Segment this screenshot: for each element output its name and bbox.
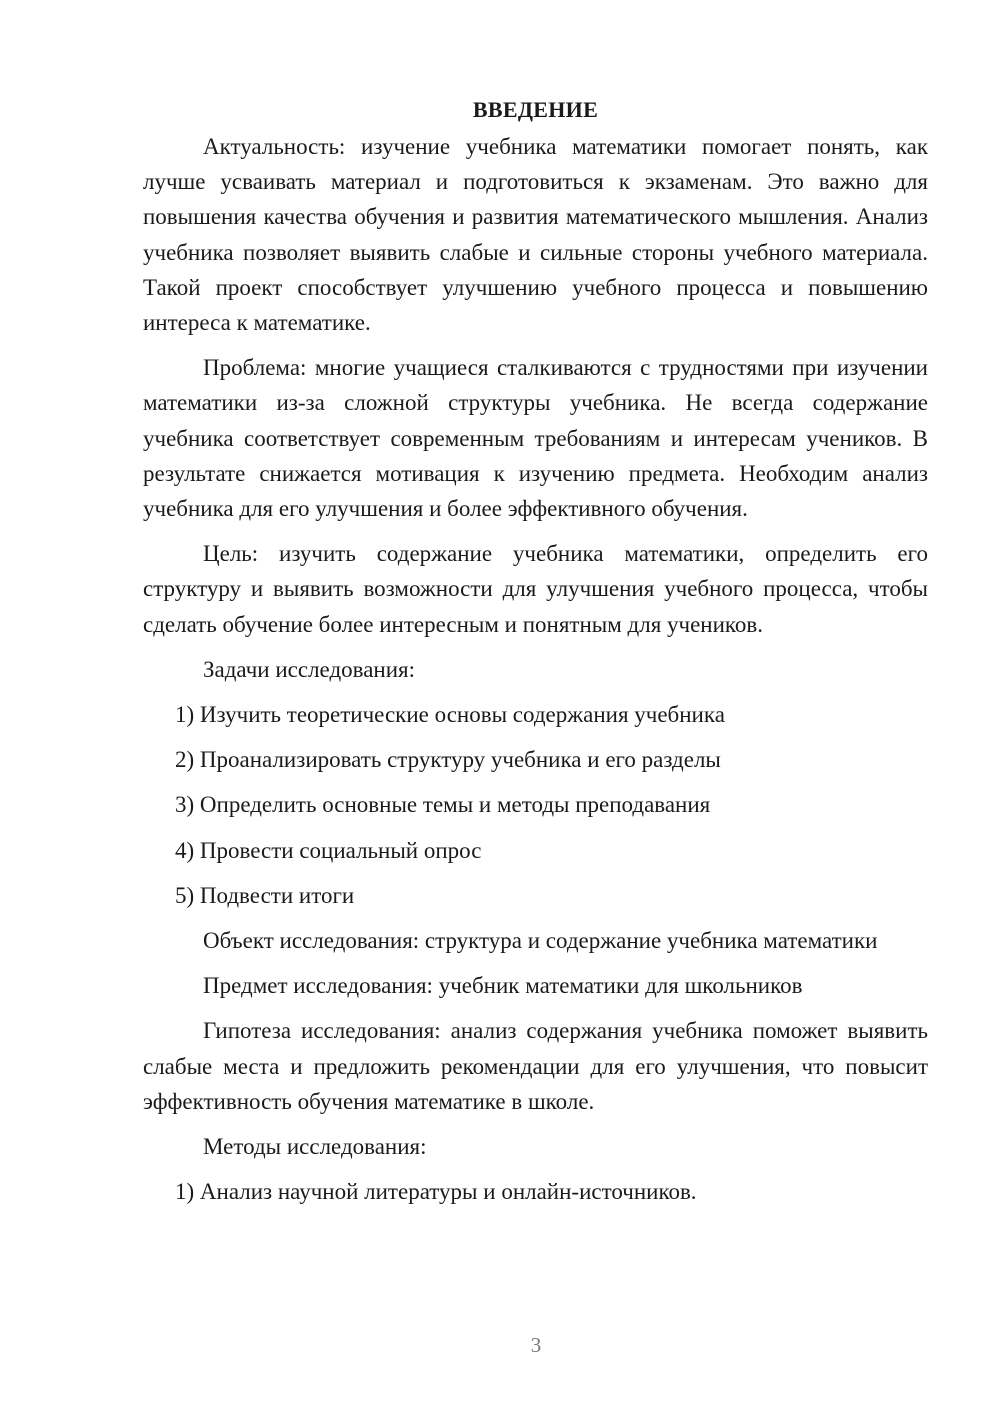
goal-paragraph: Цель: изучить содержание учебника математики, определить его структуру и выявить возможности для улучшения учебного процесса, чтобы сделать обучение более интересным и понятным для учеников. (143, 541, 928, 637)
task-item: 3) Определить основные темы и методы преподавания (175, 792, 711, 818)
subject-paragraph: Предмет исследования: учебник математики для школьников (203, 973, 803, 999)
page-number: 3 (530, 1333, 542, 1357)
task-item: 5) Подвести итоги (175, 882, 355, 908)
task-item: 4) Провести социальный опрос (175, 837, 482, 863)
methods-list (143, 1174, 928, 1209)
section-title: ВВЕДЕНИЕ (472, 97, 599, 122)
page-content (143, 94, 928, 1219)
hypothesis-paragraph: Гипотеза исследования: анализ содержания учебника поможет выявить слабые места и предложить рекомендации для его улучшения, что повысит эффективность обучения математике в школе. (143, 1018, 928, 1114)
method-item: 1) Анализ научной литературы и онлайн-источников. (175, 1179, 697, 1205)
methods-heading: Методы исследования: (203, 1134, 427, 1160)
problem-paragraph: Проблема: многие учащиеся сталкиваются с трудностями при изучении математики из-за сложной структуры учебника. Не всегда содержание учебника соответствует современным требованиям и интересам учеников. В результате снижается мотивация к изучению предмета. Необходим анализ учебника для его улучшения и более эффективного обучения. (143, 355, 928, 522)
relevance-paragraph: Актуальность: изучение учебника математики помогает понять, как лучше усваивать материал и подготовиться к экзаменам. Это важно для повышения качества обучения и развития математического мышления. Анализ учебника позволяет выявить слабые и сильные стороны учебного материала. Такой проект способствует улучшению учебного процесса и повышению интереса к математике. (143, 134, 928, 336)
task-item: 1) Изучить теоретические основы содержания учебника (175, 702, 725, 728)
tasks-heading: Задачи исследования: (203, 656, 416, 682)
tasks-list (143, 697, 928, 913)
task-item: 2) Проанализировать структуру учебника и его разделы (175, 747, 721, 773)
object-paragraph: Объект исследования: структура и содержание учебника математики (203, 928, 878, 954)
